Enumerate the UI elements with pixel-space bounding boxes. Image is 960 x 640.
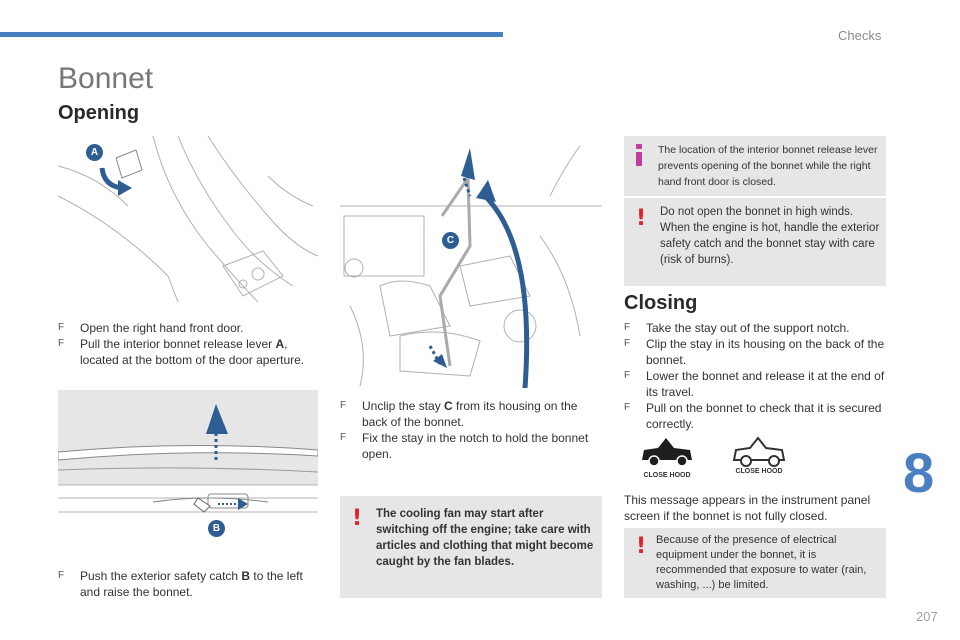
close-hood-label: CLOSE HOOD <box>735 468 783 475</box>
warning-fan-text: The cooling fan may start after switching off the engine; take care with articles and clothing that might become caught by the fan blades. <box>376 508 594 568</box>
closing-heading: Closing <box>624 292 698 314</box>
warning-box-fan <box>340 496 602 598</box>
callout-a: A <box>86 144 103 161</box>
header-accent-bar <box>0 32 503 37</box>
chapter-number: 8 <box>903 441 935 504</box>
callout-b: B <box>208 520 225 537</box>
step-marker: F <box>624 322 631 333</box>
warning-box-wind <box>624 198 886 286</box>
step-push-catch: F Push the exterior safety catch B to the left and raise the bonnet. <box>58 569 303 599</box>
step-pull-lever: F Pull the interior bonnet release lever A, located at the bottom of the door aperture. <box>58 337 305 367</box>
step-marker: F <box>624 370 631 381</box>
step-marker: F <box>340 400 347 411</box>
info-text: The location of the interior bonnet release lever prevents opening of the bonnet while the right hand front door is closed. <box>658 144 878 188</box>
close-hood-icon-light <box>730 432 788 482</box>
closing-step: F Pull on the bonnet to check that it is secured correctly. <box>624 401 882 431</box>
step-marker: F <box>58 338 65 349</box>
warning-icon: ! <box>636 206 647 231</box>
warning-box-electrical <box>624 528 886 598</box>
closing-steps <box>624 320 886 432</box>
illustration-safety-catch <box>58 390 318 540</box>
closing-step: F Take the stay out of the support notch. <box>624 321 850 335</box>
step-unclip-stay: F Unclip the stay C from its housing on the back of the bonnet. <box>340 399 578 429</box>
step-marker: F <box>58 322 65 333</box>
instrument-message-text: This message appears in the instrument panel screen if the bonnet is not fully closed. <box>624 493 871 523</box>
opening-steps-catch <box>58 568 320 600</box>
closing-step: F Lower the bonnet and release it at the end of its travel. <box>624 369 885 399</box>
warning-electrical-text: Because of the presence of electrical equipment under the bonnet, it is recommended that exposure to water (rain, washing, ...) be limited. <box>656 534 867 591</box>
warning-icon: ! <box>636 534 647 559</box>
close-hood-label: CLOSE HOOD <box>643 472 691 479</box>
callout-c: C <box>442 232 459 249</box>
step-marker: F <box>624 338 631 349</box>
opening-steps-stay <box>340 398 602 462</box>
closing-step: F Clip the stay in its housing on the back of the bonnet. <box>624 337 885 367</box>
info-icon <box>636 144 642 166</box>
opening-steps-lever <box>58 320 320 368</box>
step-fix-stay: F Fix the stay in the notch to hold the bonnet open. <box>340 431 589 461</box>
illustration-bonnet-stay <box>340 136 602 388</box>
warning-icon: ! <box>352 506 363 531</box>
page-number: 207 <box>916 609 938 624</box>
step-open-door: F Open the right hand front door. <box>58 321 244 335</box>
step-marker: F <box>624 402 631 413</box>
info-box <box>624 136 886 196</box>
opening-heading: Opening <box>58 102 140 124</box>
page-title: Bonnet <box>58 62 154 95</box>
step-marker: F <box>58 570 65 581</box>
warning-wind-text: Do not open the bonnet in high winds. When the engine is hot, handle the exterior safety catch and the bonnet stay with care (risk of burns). <box>660 206 880 266</box>
illustration-release-lever <box>58 136 318 302</box>
close-hood-icon-dark <box>638 432 696 482</box>
step-marker: F <box>340 432 347 443</box>
section-label: Checks <box>838 28 882 43</box>
